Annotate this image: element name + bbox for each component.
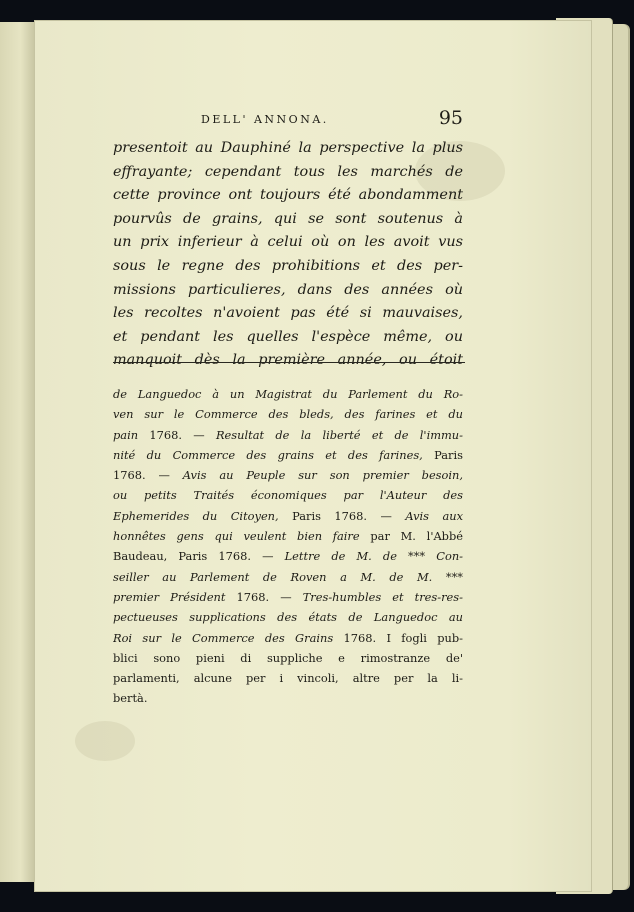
footnote-text-run: pectueuses supplications des états de Languedoc au: [113, 610, 463, 625]
footnote-line: [113, 425, 463, 445]
footnote-text-run: ou petits Traités économiques par l'Auteur des: [113, 488, 463, 503]
footnote-line: [113, 485, 463, 505]
running-head: [113, 107, 463, 135]
body-text: [113, 137, 463, 373]
footnote: [113, 384, 463, 709]
footnote-line: [113, 587, 463, 607]
body-line: les recoltes n'avoient pas été si mauvaises,: [113, 305, 463, 322]
footnote-text-run: 1768. —: [113, 468, 183, 483]
footnote-text-run: parlamenti, alcune per i vincoli, altre per la li-: [113, 671, 463, 686]
body-line: manquoit dès la première année, ou étoit: [113, 352, 463, 369]
footnote-line: [113, 526, 463, 546]
footnote-line: [113, 688, 463, 708]
book-page: [34, 20, 592, 892]
paper-stain: [75, 721, 135, 761]
footnote-text-run: Avis aux: [405, 508, 463, 523]
footnote-text-run: Tres-humbles et tres-res-: [302, 589, 463, 604]
footnote-text-run: Baudeau, Paris 1768. —: [113, 549, 285, 564]
page-number: 95: [438, 107, 463, 129]
body-line: sous le regne des prohibitions et des per-: [113, 257, 463, 274]
footnote-text-run: premier Président: [113, 589, 237, 604]
footnote-text-run: bertà.: [113, 691, 148, 706]
footnote-text-run: Lettre de M. de *** Con-: [284, 549, 463, 564]
footnote-text-run: pain: [113, 427, 150, 442]
footnote-line: [113, 465, 463, 485]
footnote-text-run: Resultat de la liberté et de l'immu-: [215, 427, 463, 442]
footnote-text-run: Roi sur le Commerce des Grains: [113, 630, 344, 645]
body-line: missions particulieres, dans des années où: [113, 281, 463, 298]
footnote-line: [113, 404, 463, 424]
footnote-text-run: ven sur le Commerce des bleds, des farines et du: [113, 407, 463, 422]
footnote-line: [113, 668, 463, 688]
footnote-text-run: Paris: [434, 447, 463, 462]
body-line: pourvûs de grains, qui se sont soutenus à: [113, 210, 463, 227]
footnote-text-run: Ephemerides du Citoyen,: [113, 508, 293, 523]
footnote-text-run: nité du Commerce des grains et des farines,: [113, 447, 435, 462]
body-line: effrayante; cependant tous les marchés de: [113, 163, 463, 180]
footnote-text-run: 1768. —: [236, 589, 303, 604]
footnote-text-run: seiller au Parlement de Roven a M. de M. ***: [113, 569, 463, 584]
footnote-text-run: honnêtes gens qui veulent bien faire: [113, 529, 371, 544]
footnote-text-run: de Languedoc à un Magistrat du Parlement du Ro-: [113, 387, 463, 401]
body-line: cette province ont toujours été abondamment: [113, 187, 463, 204]
footnote-line: [113, 546, 463, 566]
footnote-text-run: par M. l'Abbé: [370, 529, 463, 544]
footnote-text-run: 1768. —: [149, 427, 216, 442]
footnote-line: [113, 628, 463, 648]
footnote-text-run: Paris 1768. —: [292, 508, 406, 523]
footnote-line: [113, 384, 463, 404]
footnote-line: [113, 445, 463, 465]
footnote-line: [113, 648, 463, 668]
footnote-text-run: blici sono pieni di suppliche e rimostranze de': [113, 650, 463, 665]
body-line: et pendant les quelles l'espèce même, ou: [113, 328, 463, 345]
footnote-line: [113, 567, 463, 587]
footnote-text-run: Avis au Peuple sur son premier besoin,: [182, 468, 463, 483]
previous-page-edge: [0, 22, 35, 882]
footnote-text-run: 1768. I fogli pub-: [343, 630, 463, 645]
running-title: DELL' ANNONA.: [201, 113, 329, 126]
footnote-line: [113, 506, 463, 526]
footnote-line: [113, 607, 463, 627]
body-line: un prix inferieur à celui où on les avoit vus: [113, 234, 463, 251]
footnote-rule: [113, 362, 465, 363]
body-line: presentoit au Dauphiné la perspective la plus: [113, 140, 463, 156]
